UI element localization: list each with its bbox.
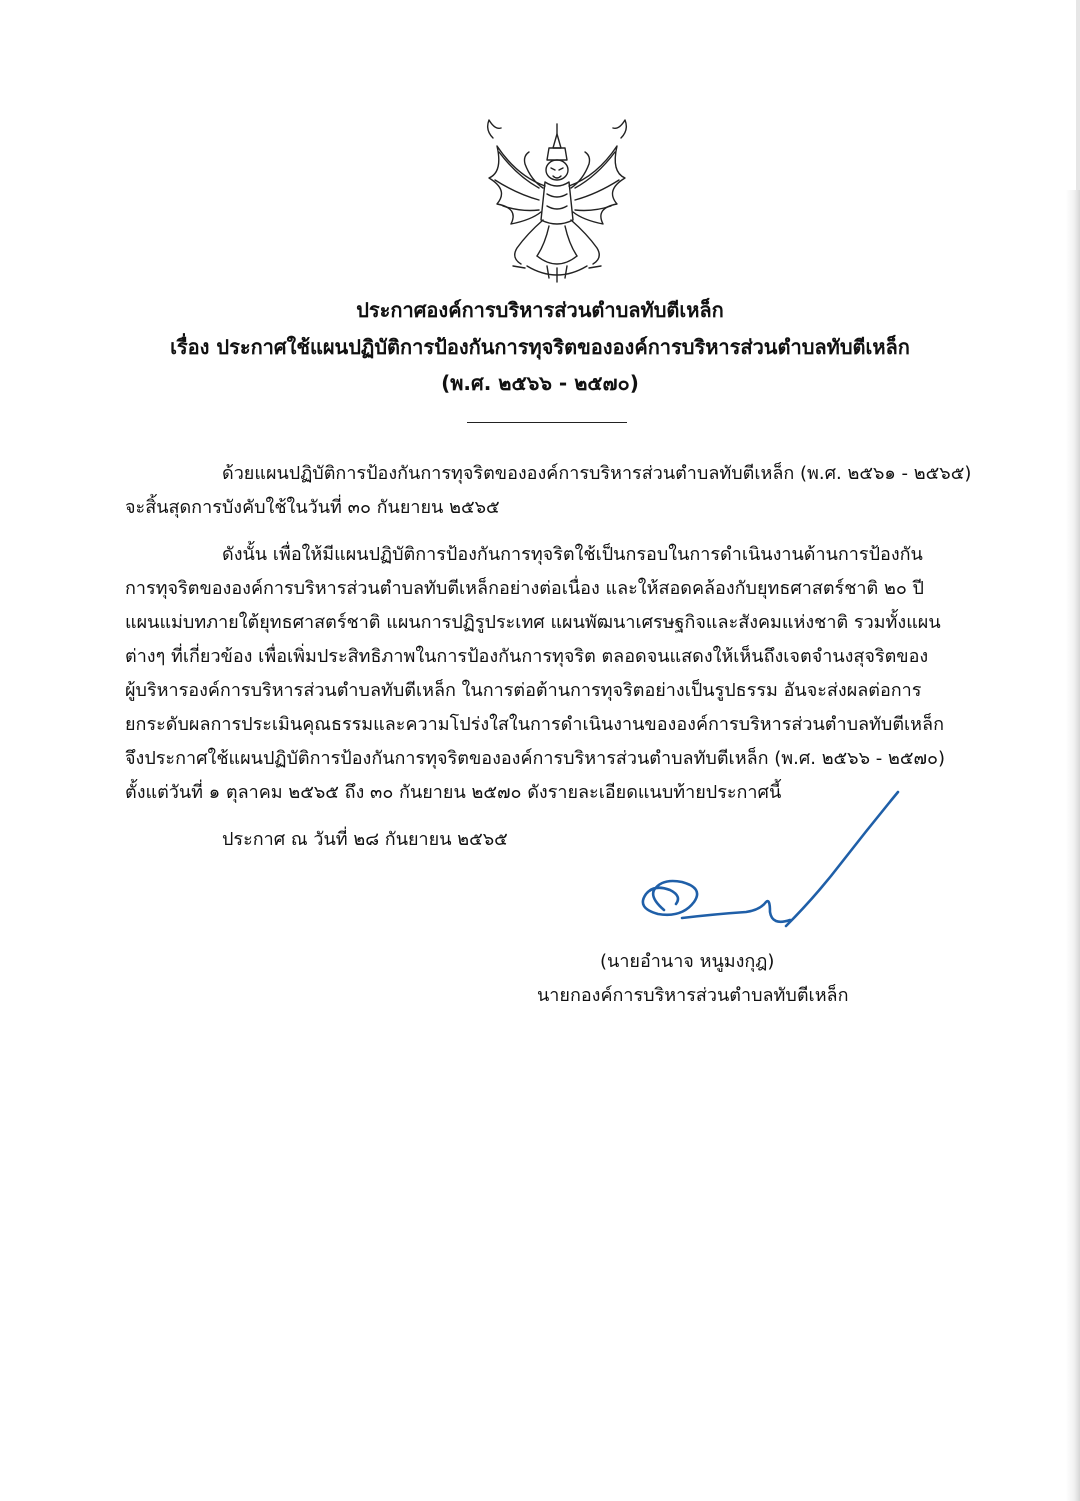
paragraph-2-line: ตั้งแต่วันที่ ๑ ตุลาคม ๒๕๖๕ ถึง ๓๐ กันยายน ๒๕๗๐ ดังรายละเอียดแนบท้ายประกาศนี้	[125, 782, 782, 803]
page-edge-top	[1076, 0, 1080, 190]
paragraph-1-line: จะสิ้นสุดการบังคับใช้ในวันที่ ๓๐ กันยายน ๒๕๖๕	[125, 497, 500, 518]
paragraph-2-line: การทุจริตขององค์การบริหารส่วนตำบลทับตีเหล็กอย่างต่อเนื่อง และให้สอดคล้องกับยุทธศาสตร์ชาติ ๒๐ ปี	[125, 578, 924, 599]
announcement-subject: เรื่อง ประกาศใช้แผนปฏิบัติการป้องกันการทุจริตขององค์การบริหารส่วนตำบลทับตีเหล็ก	[170, 335, 910, 359]
paragraph-2-line: แผนแม่บทภายใต้ยุทธศาสตร์ชาติ แผนการปฏิรูประเทศ แผนพัฒนาเศรษฐกิจและสังคมแห่งชาติ รวมทั้งแผน	[125, 612, 941, 633]
paragraph-2-line: จึงประกาศใช้แผนปฏิบัติการป้องกันการทุจริตขององค์การบริหารส่วนตำบลทับตีเหล็ก (พ.ศ. ๒๕๖๖ - ๒๕๗๐)	[125, 748, 946, 769]
garuda-emblem-icon	[477, 116, 637, 286]
announcement-period: (พ.ศ. ๒๕๖๖ - ๒๕๗๐)	[441, 371, 639, 395]
paragraph-2-line: ดังนั้น เพื่อให้มีแผนปฏิบัติการป้องกันการทุจริตใช้เป็นกรอบในการดำเนินงานด้านการป้องกัน	[222, 544, 923, 565]
paragraph-2-line: ยกระดับผลการประเมินคุณธรรมและความโปร่งใสในการดำเนินงานขององค์การบริหารส่วนตำบลทับตีเหล็ก	[125, 714, 944, 735]
announcement-date: ประกาศ ณ วันที่ ๒๘ กันยายน ๒๕๖๕	[222, 829, 508, 850]
signature-icon	[620, 786, 910, 956]
paragraph-2-line: ผู้บริหารองค์การบริหารส่วนตำบลทับตีเหล็ก ในการต่อต้านการทุจริตอย่างเป็นรูปธรรม อันจะส่งผลต่อการ	[125, 680, 922, 701]
signatory-name: (นายอำนาจ หนูมงกุฎ)	[600, 951, 775, 972]
paragraph-2-line: ต่างๆ ที่เกี่ยวข้อง เพื่อเพิ่มประสิทธิภาพในการป้องกันการทุจริต ตลอดจนแสดงให้เห็นถึงเจตจำนงสุจริตของ	[125, 646, 929, 667]
title-divider	[467, 422, 627, 423]
announcement-title: ประกาศองค์การบริหารส่วนตำบลทับตีเหล็ก	[356, 298, 724, 322]
signatory-position: นายกองค์การบริหารส่วนตำบลทับตีเหล็ก	[537, 985, 849, 1006]
paragraph-1-line: ด้วยแผนปฏิบัติการป้องกันการทุจริตขององค์การบริหารส่วนตำบลทับตีเหล็ก (พ.ศ. ๒๕๖๑ - ๒๕๖๕)	[222, 463, 972, 484]
